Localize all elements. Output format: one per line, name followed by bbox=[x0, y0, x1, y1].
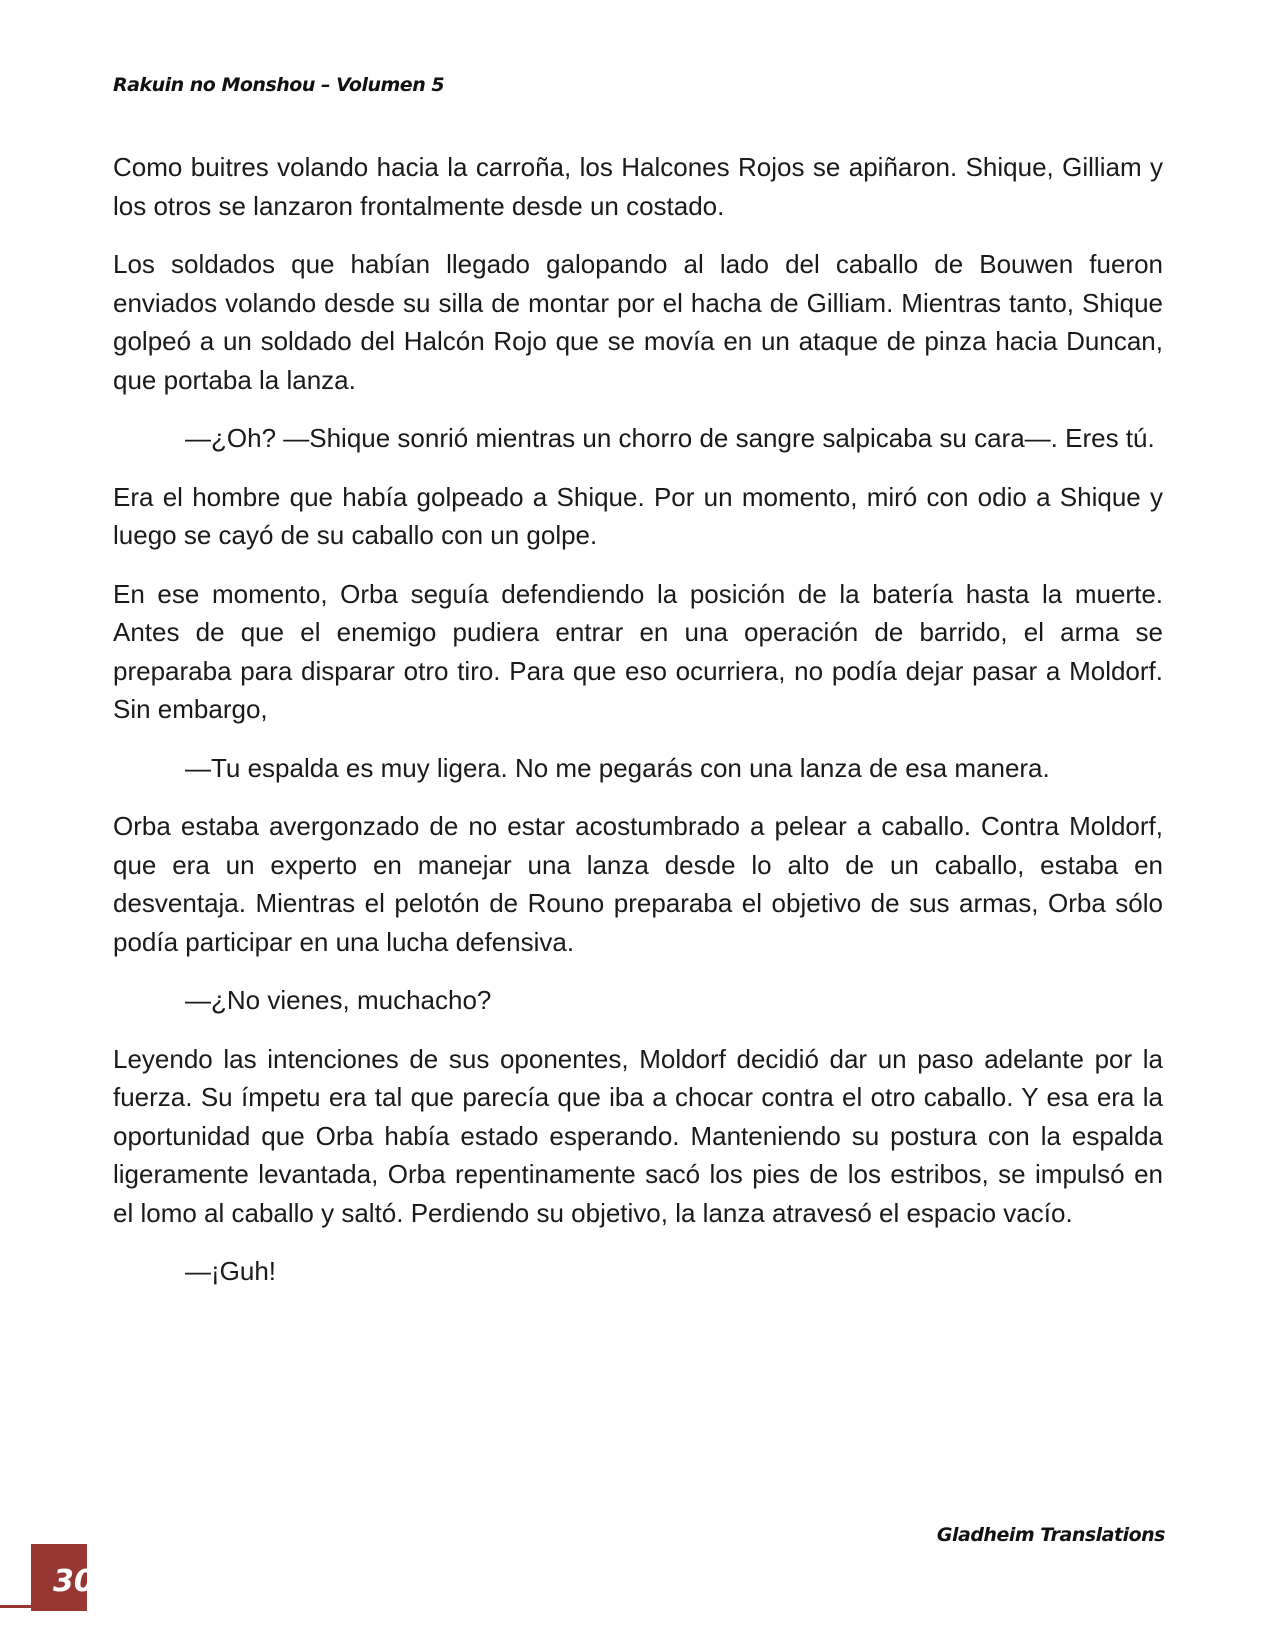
page-body bbox=[113, 148, 1163, 1311]
paragraph-6: Leyendo las intenciones de sus oponentes, Moldorf decidió dar un paso adelante por la fuerza. Su ímpetu era tal que parecía que iba a chocar contra el otro caballo. Y esa era la oportunidad que Orba había estado esperando. Manteniendo su postura con la espalda ligeramente levantada, Orba repentinamente sacó los pies de los estribos, se impulsó en el lomo al caballo y saltó. Perdiendo su objetivo, la lanza atravesó el espacio vacío. bbox=[113, 1043, 1163, 1228]
dialogue-4: —¡Guh! bbox=[185, 1256, 277, 1286]
paragraph-3: Era el hombre que había golpeado a Shique. Por un momento, miró con odio a Shique y luego se cayó de su caballo con un golpe. bbox=[113, 481, 1163, 550]
dialogue-3: —¿No vienes, muchacho? bbox=[185, 985, 492, 1015]
paragraph-5: Orba estaba avergonzado de no estar acostumbrado a pelear a caballo. Contra Moldorf, que era un experto en manejar una lanza desde lo alto de un caballo, estaba en desventaja. Mientras el pelotón de Rouno preparaba el objetivo de sus armas, Orba sólo podía participar en una lucha defensiva. bbox=[113, 811, 1163, 957]
paragraph-2: Los soldados que habían llegado galopando al lado del caballo de Bouwen fueron enviados volando desde su silla de montar por el hacha de Gilliam. Mientras tanto, Shique golpeó a un soldado del Halcón Rojo que se movía en un ataque de pinza hacia Duncan, que portaba la lanza. bbox=[113, 249, 1163, 395]
dialogue-2: —Tu espalda es muy ligera. No me pegarás con una lanza de esa manera. bbox=[185, 752, 1050, 783]
running-header: Rakuin no Monshou – Volumen 5 bbox=[113, 74, 445, 96]
dialogue-1: —¿Oh? —Shique sonrió mientras un chorro de sangre salpicaba su cara—. Eres tú. bbox=[185, 423, 1155, 453]
page-number-box bbox=[31, 1544, 95, 1611]
page-number-underline bbox=[0, 1605, 31, 1608]
translator-credit: Gladheim Translations bbox=[936, 1524, 1165, 1546]
page-number: 30 bbox=[53, 1564, 95, 1599]
paragraph-4: En ese momento, Orba seguía defendiendo la posición de la batería hasta la muerte. Antes de que el enemigo pudiera entrar en una operación de barrido, el arma se preparaba para disparar otro tiro. Para que eso ocurriera, no podía dejar pasar a Moldorf. Sin embargo, bbox=[113, 578, 1163, 724]
paragraph-1: Como buitres volando hacia la carroña, los Halcones Rojos se apiñaron. Shique, Gilliam y los otros se lanzaron frontalmente desde un costado. bbox=[113, 152, 1163, 221]
